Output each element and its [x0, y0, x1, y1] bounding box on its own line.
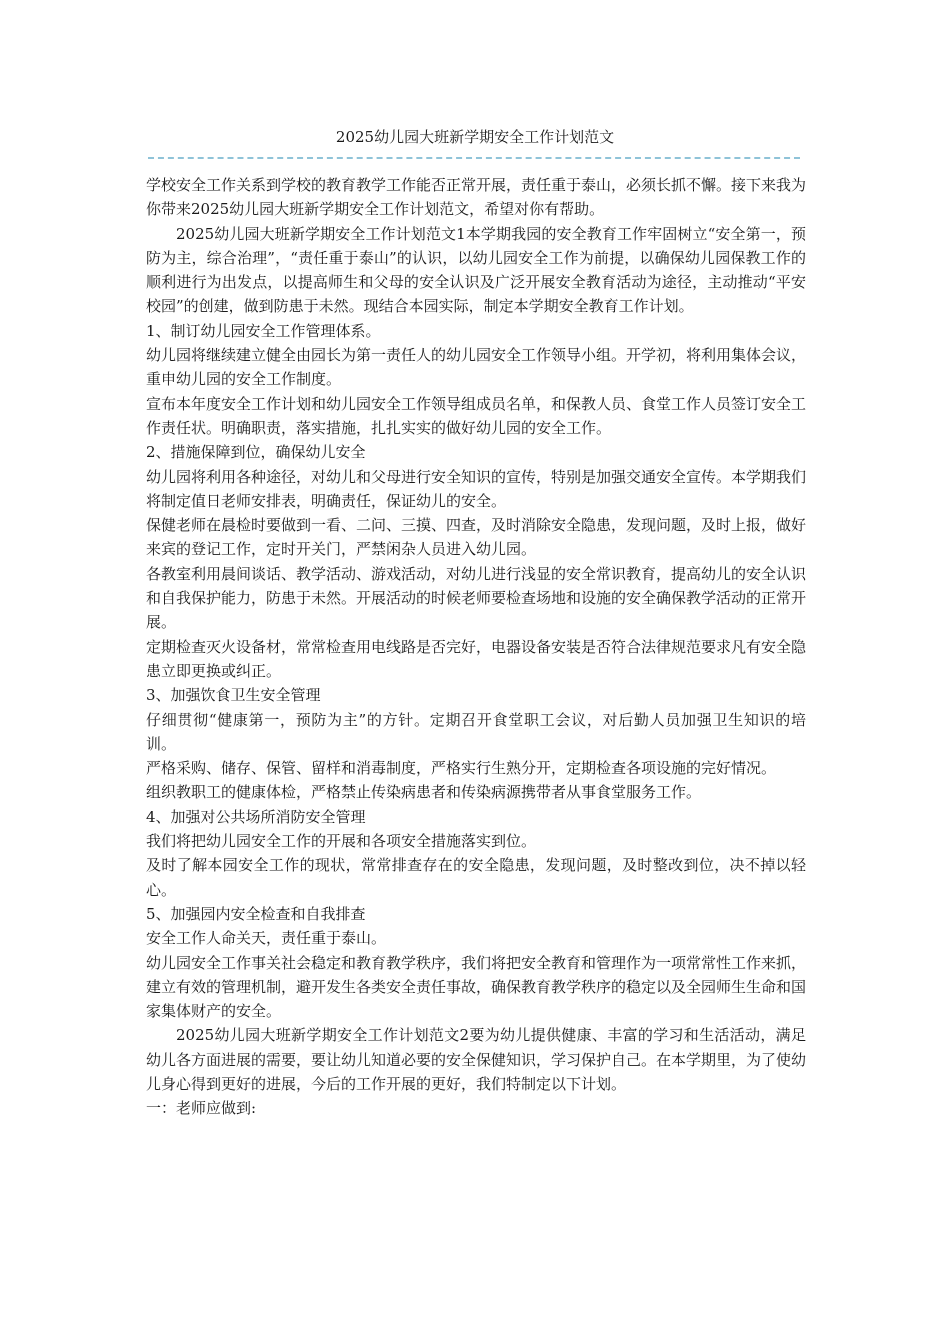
- heading-1: 1、制订幼儿园安全工作管理体系。: [146, 321, 381, 340]
- body-paragraph: 幼儿园安全工作事关社会稳定和教育教学秩序，我们将把安全教育和管理作为一项常常性工作来抓，建立有效的管理机制，避开发生各类安全责任事故，确保教育教学秩序的稳定以及全园师生生命和国家集体财产的安全。: [146, 953, 807, 1021]
- body-paragraph: 定期检查灭火设备材，常常检查用电线路是否完好，电器设备安装是否符合法律规范要求凡有安全隐患立即更换或纠正。: [146, 637, 807, 680]
- heading-3: 3、加强饮食卫生安全管理: [146, 686, 321, 705]
- body-paragraph: 我们将把幼儿园安全工作的开展和各项安全措施落实到位。: [146, 832, 537, 851]
- body-paragraph: 及时了解本园安全工作的现状，常常排查存在的安全隐患，发现问题，及时整改到位，决不掉以轻心。: [146, 856, 806, 899]
- body-paragraph: 组织教职工的健康体检，严格禁止传染病患者和传染病源携带者从事食堂服务工作。: [146, 783, 702, 802]
- heading-2: 2、措施保障到位，确保幼儿安全: [146, 443, 366, 462]
- body-paragraph: 幼儿园将利用各种途径，对幼儿和父母进行安全知识的宣传，特别是加强交通安全宣传。本学期我们将制定值日老师安排表，明确责任，保证幼儿的安全。: [146, 467, 807, 510]
- intro-paragraph: 学校安全工作关系到学校的教育教学工作能否正常开展，责任重于泰山，必须长抓不懈。接下来我为你带来2025幼儿园大班新学期安全工作计划范文，希望对你有帮助。: [146, 176, 807, 219]
- document-body: [146, 173, 806, 1121]
- body-paragraph: 仔细贯彻“健康第一，预防为主”的方针。定期召开食堂职工会议，对后勤人员加强卫生知识的培训。: [146, 710, 806, 753]
- section-2-paragraph: 2025幼儿园大班新学期安全工作计划范文2要为幼儿提供健康、丰富的学习和生活活动，满足幼儿各方面进展的需要，要让幼儿知道必要的安全保健知识，学习保护自己。在本学期里，为了使幼儿身心得到更好的进展，今后的工作开展的更好，我们特制定以下计划。: [146, 1026, 807, 1093]
- body-paragraph: 严格采购、储存、保管、留样和消毒制度，严格实行生熟分开，定期检查各项设施的完好情况。: [146, 759, 777, 778]
- body-paragraph: 安全工作人命关天，责任重于泰山。: [146, 929, 387, 948]
- body-paragraph: 宣布本年度安全工作计划和幼儿园安全工作领导组成员名单，和保教人员、食堂工作人员签订安全工作责任状。明确职责，落实措施，扎扎实实的做好幼儿园的安全工作。: [146, 394, 807, 437]
- body-paragraph: 各教室利用晨间谈话、教学活动、游戏活动，对幼儿进行浅显的安全常识教育，提高幼儿的安全认识和自我保护能力，防患于未然。开展活动的时候老师要检查场地和设施的安全确保教学活动的正常开展。: [146, 564, 807, 632]
- subheading-teacher: 一：老师应做到:: [146, 1099, 257, 1118]
- body-paragraph: 幼儿园将继续建立健全由园长为第一责任人的幼儿园安全工作领导小组。开学初，将利用集体会议，重申幼儿园的安全工作制度。: [146, 346, 807, 389]
- section-1-paragraph: 2025幼儿园大班新学期安全工作计划范文1本学期我园的安全教育工作牢固树立“安全第一，预防为主，综合治理”，“责任重于泰山”的认识，以幼儿园安全工作为前提，以确保幼儿园保教工作的顺利进行为出发点，以提高师生和父母的安全认识及广泛开展安全教育活动为途径，主动推动“平安校园”的创建，做到防患于未然。现结合本园实际，制定本学期安全教育工作计划。: [146, 224, 806, 316]
- heading-4: 4、加强对公共场所消防安全管理: [146, 807, 366, 826]
- document-title: 2025幼儿园大班新学期安全工作计划范文: [335, 128, 615, 146]
- body-paragraph: 保健老师在晨检时要做到一看、二问、三摸、四查，及时消除安全隐患，发现问题，及时上报，做好来宾的登记工作，定时开关门，严禁闲杂人员进入幼儿园。: [146, 516, 807, 559]
- title-divider: [148, 157, 800, 159]
- heading-5: 5、加强园内安全检查和自我排查: [146, 904, 366, 923]
